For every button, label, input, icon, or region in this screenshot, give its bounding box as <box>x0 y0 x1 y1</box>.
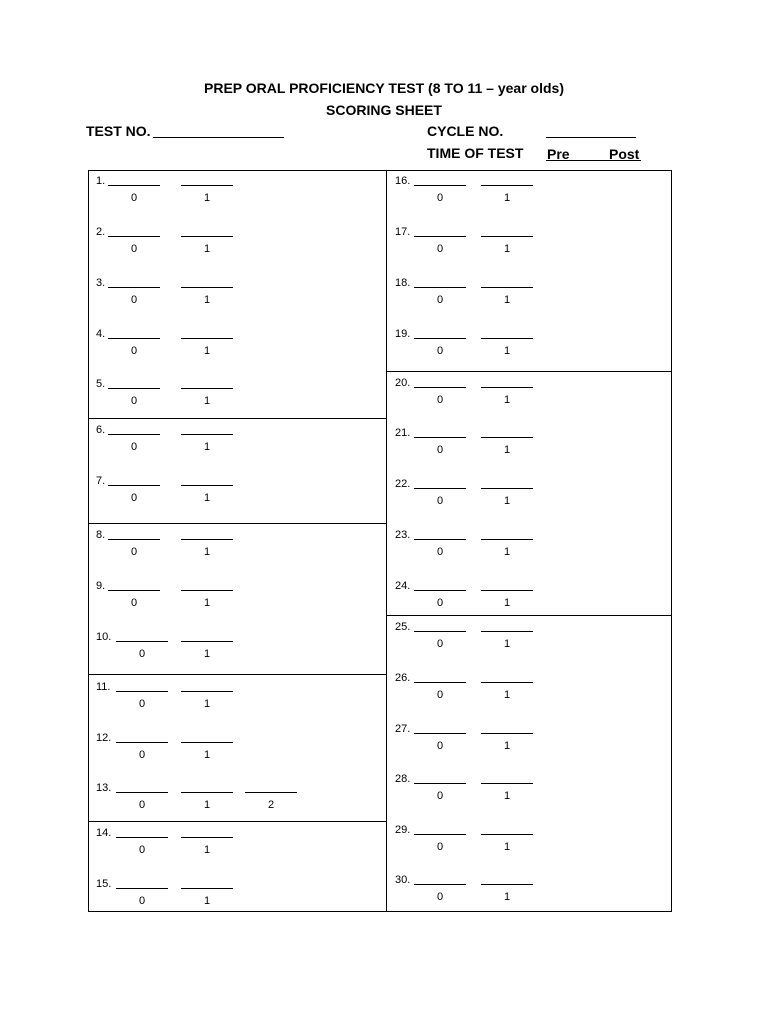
score-option-label: 1 <box>503 243 511 255</box>
score-option-label: 0 <box>436 394 444 406</box>
score-option-label: 1 <box>203 698 211 710</box>
score-option-label: 0 <box>138 895 146 907</box>
score-blank[interactable] <box>481 783 533 784</box>
score-blank[interactable] <box>481 884 533 885</box>
score-blank[interactable] <box>181 485 233 486</box>
score-option-label: 1 <box>503 495 511 507</box>
score-blank[interactable] <box>181 434 233 435</box>
group-divider <box>88 821 386 822</box>
score-option-label: 0 <box>436 444 444 456</box>
score-blank[interactable] <box>414 488 466 489</box>
score-option-label: 1 <box>203 294 211 306</box>
score-option-label: 1 <box>203 546 211 558</box>
score-option-label: 1 <box>203 345 211 357</box>
score-option-label: 0 <box>436 790 444 802</box>
score-option-label: 1 <box>203 648 211 660</box>
score-blank[interactable] <box>481 834 533 835</box>
score-blank[interactable] <box>481 338 533 339</box>
score-blank[interactable] <box>116 691 168 692</box>
score-option-label: 1 <box>503 444 511 456</box>
time-of-test-underline <box>546 160 641 161</box>
score-blank[interactable] <box>116 742 168 743</box>
score-blank[interactable] <box>414 884 466 885</box>
score-option-label: 0 <box>138 844 146 856</box>
score-blank[interactable] <box>481 236 533 237</box>
score-option-label: 0 <box>130 192 138 204</box>
item-number: 14. <box>96 827 112 839</box>
time-of-test-label: TIME OF TEST <box>427 145 524 161</box>
score-option-label: 0 <box>436 546 444 558</box>
cycle-no-label: CYCLE NO. <box>427 123 504 139</box>
item-number: 26. <box>395 672 411 684</box>
score-blank[interactable] <box>414 539 466 540</box>
test-no-field[interactable] <box>153 137 284 138</box>
item-number: 11. <box>96 681 111 693</box>
score-blank[interactable] <box>414 185 466 186</box>
group-divider <box>88 674 386 675</box>
item-number: 29. <box>395 824 411 836</box>
item-number: 28. <box>395 773 411 785</box>
score-option-label: 1 <box>503 841 511 853</box>
scoring-grid <box>88 170 672 912</box>
score-option-label: 0 <box>436 345 444 357</box>
score-blank[interactable] <box>108 338 160 339</box>
group-divider <box>88 523 386 524</box>
score-option-label: 2 <box>267 799 275 811</box>
item-number: 4. <box>96 328 106 340</box>
score-option-label: 1 <box>203 395 211 407</box>
score-blank[interactable] <box>181 287 233 288</box>
score-option-label: 1 <box>503 597 511 609</box>
score-blank[interactable] <box>481 631 533 632</box>
score-option-label: 0 <box>436 689 444 701</box>
item-number: 21. <box>395 427 411 439</box>
score-blank[interactable] <box>481 387 533 388</box>
score-option-label: 0 <box>436 740 444 752</box>
item-number: 5. <box>96 378 106 390</box>
score-blank[interactable] <box>481 539 533 540</box>
score-option-label: 0 <box>138 799 146 811</box>
score-blank[interactable] <box>481 185 533 186</box>
score-blank[interactable] <box>481 590 533 591</box>
test-no-label: TEST NO. <box>86 123 151 139</box>
item-number: 25. <box>395 621 411 633</box>
score-blank[interactable] <box>181 185 233 186</box>
score-blank[interactable] <box>181 590 233 591</box>
score-option-label: 1 <box>203 597 211 609</box>
score-blank[interactable] <box>108 434 160 435</box>
score-blank[interactable] <box>108 185 160 186</box>
item-number: 6. <box>96 424 106 436</box>
score-blank[interactable] <box>481 488 533 489</box>
sheet-subtitle: SCORING SHEET <box>326 102 442 118</box>
item-number: 18. <box>395 277 411 289</box>
score-blank[interactable] <box>414 834 466 835</box>
score-blank[interactable] <box>481 437 533 438</box>
score-blank[interactable] <box>116 837 168 838</box>
item-number: 8. <box>96 529 106 541</box>
score-option-label: 0 <box>130 546 138 558</box>
score-blank[interactable] <box>116 888 168 889</box>
score-option-label: 1 <box>503 891 511 903</box>
score-option-label: 1 <box>503 192 511 204</box>
time-option-pre[interactable]: Pre <box>547 146 570 162</box>
score-option-label: 0 <box>130 395 138 407</box>
score-option-label: 0 <box>138 698 146 710</box>
score-option-label: 0 <box>130 492 138 504</box>
cycle-no-field[interactable] <box>546 137 636 138</box>
item-number: 3. <box>96 277 106 289</box>
score-option-label: 0 <box>130 294 138 306</box>
sheet-title: PREP ORAL PROFICIENCY TEST (8 TO 11 – year olds) <box>204 80 564 96</box>
item-number: 19. <box>395 328 411 340</box>
score-blank[interactable] <box>414 631 466 632</box>
score-option-label: 1 <box>503 790 511 802</box>
score-blank[interactable] <box>108 236 160 237</box>
score-option-label: 1 <box>503 546 511 558</box>
item-number: 20. <box>395 377 411 389</box>
score-blank[interactable] <box>481 287 533 288</box>
score-option-label: 1 <box>503 740 511 752</box>
item-number: 1. <box>96 175 106 187</box>
column-divider <box>386 170 387 912</box>
item-number: 7. <box>96 475 106 487</box>
score-blank[interactable] <box>181 641 233 642</box>
group-divider <box>386 615 672 616</box>
score-blank[interactable] <box>108 485 160 486</box>
score-blank[interactable] <box>116 792 168 793</box>
item-number: 22. <box>395 478 411 490</box>
score-blank[interactable] <box>108 539 160 540</box>
score-blank[interactable] <box>481 682 533 683</box>
score-option-label: 1 <box>503 638 511 650</box>
score-option-label: 1 <box>203 192 211 204</box>
score-option-label: 1 <box>503 345 511 357</box>
item-number: 15. <box>96 878 112 890</box>
group-divider <box>386 371 672 372</box>
score-blank[interactable] <box>181 388 233 389</box>
item-number: 13. <box>96 782 112 794</box>
score-blank[interactable] <box>181 742 233 743</box>
score-blank[interactable] <box>414 733 466 734</box>
group-divider <box>88 418 386 419</box>
score-option-label: 0 <box>436 495 444 507</box>
score-blank[interactable] <box>181 792 233 793</box>
score-blank[interactable] <box>414 287 466 288</box>
score-option-label: 0 <box>436 294 444 306</box>
score-blank[interactable] <box>116 641 168 642</box>
score-option-label: 1 <box>203 441 211 453</box>
score-option-label: 0 <box>130 345 138 357</box>
item-number: 23. <box>395 529 411 541</box>
score-option-label: 0 <box>436 192 444 204</box>
score-blank[interactable] <box>414 437 466 438</box>
item-number: 10. <box>96 631 112 643</box>
score-blank[interactable] <box>414 590 466 591</box>
score-blank[interactable] <box>414 236 466 237</box>
score-blank[interactable] <box>108 590 160 591</box>
score-option-label: 1 <box>503 689 511 701</box>
score-blank[interactable] <box>414 783 466 784</box>
item-number: 17. <box>395 226 411 238</box>
score-option-label: 1 <box>203 243 211 255</box>
score-blank[interactable] <box>414 387 466 388</box>
score-option-label: 0 <box>138 749 146 761</box>
score-blank[interactable] <box>181 338 233 339</box>
score-blank[interactable] <box>481 733 533 734</box>
score-option-label: 1 <box>203 844 211 856</box>
time-option-post[interactable]: Post <box>609 146 640 162</box>
score-option-label: 1 <box>203 492 211 504</box>
score-blank[interactable] <box>108 287 160 288</box>
score-option-label: 0 <box>130 441 138 453</box>
score-blank[interactable] <box>181 236 233 237</box>
score-blank[interactable] <box>181 888 233 889</box>
score-blank[interactable] <box>414 338 466 339</box>
score-blank[interactable] <box>181 691 233 692</box>
item-number: 24. <box>395 580 411 592</box>
score-option-label: 1 <box>503 294 511 306</box>
item-number: 9. <box>96 580 106 592</box>
item-number: 12. <box>96 732 112 744</box>
score-blank[interactable] <box>181 539 233 540</box>
score-blank[interactable] <box>245 792 297 793</box>
item-number: 2. <box>96 226 106 238</box>
score-option-label: 0 <box>436 891 444 903</box>
score-option-label: 1 <box>503 394 511 406</box>
score-option-label: 0 <box>436 597 444 609</box>
score-option-label: 0 <box>130 597 138 609</box>
score-option-label: 0 <box>436 243 444 255</box>
score-option-label: 0 <box>436 841 444 853</box>
score-blank[interactable] <box>108 388 160 389</box>
score-option-label: 0 <box>436 638 444 650</box>
score-option-label: 0 <box>130 243 138 255</box>
item-number: 30. <box>395 874 411 886</box>
score-option-label: 1 <box>203 799 211 811</box>
score-option-label: 1 <box>203 895 211 907</box>
score-option-label: 0 <box>138 648 146 660</box>
score-blank[interactable] <box>414 682 466 683</box>
item-number: 16. <box>395 175 411 187</box>
score-option-label: 1 <box>203 749 211 761</box>
item-number: 27. <box>395 723 411 735</box>
score-blank[interactable] <box>181 837 233 838</box>
